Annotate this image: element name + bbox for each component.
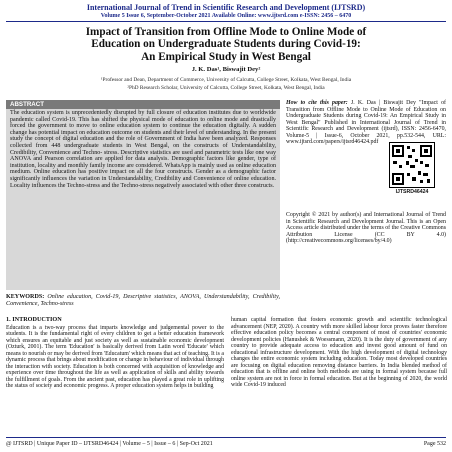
paper-id: IJTSRD46424 [395, 189, 429, 195]
title-line-3: An Empirical Study in West Bengal [141, 50, 311, 63]
copyright-block [286, 212, 446, 245]
footer-rule [6, 437, 446, 438]
title-line-1: Impact of Transition from Offline Mode to Online Mode of [85, 26, 367, 38]
introduction-text: Education is a two-way process that imparts knowledge and judgemental power to the students. It is the fundamental right of every children to get a better education framework which ensures an equitable and just society as well as sustainable economic development (Ozturk, 2001). The term 'Education' is basically derived from Latin word 'Educate' which means to nourish or may be derived from 'Educatum' which means that act of teaching. It is a dynamic process that brings about modification or change in behaviour of individual through the interaction with society. Education is both concerned with acquisition of knowledge and experience over time throughout the life as well as application of skills and ability towards the fulfillment of goals. From the ancient past, education has played a great role in uplifting the status of society and economic progress. A proper education system helps in building [6, 324, 224, 390]
affiliation-1: ¹Professor and Dean, Department of Commerce, University of Calcutta, College Street, Kolkata, West Bengal, India [100, 77, 352, 83]
journal-title: International Journal of Trend in Scientific Research and Development (IJTSRD) [86, 3, 366, 12]
right-column-text: human capital formation that fosters economic growth and scientific technological advancement (NEP, 2020). A country with more skilled labour force proves faster therefore effective education policy becomes a central component of most of countries' economic development policies (Hanushek & Woessmann, 2020). It is the duty of government of any country to provide adequate access to education and invest good amount of fund on educational infrastructure development. With the high development of digital technology changes the entire economic system including education. Today most developed countries are focusing on digital education removing distance barriers. In India blended method of education that is offline and online both methods are using in formal system because full online system are not in force in formal education. But at the beginning of 2020, the world wide Covid-19 induced [231, 317, 447, 389]
introduction-heading: 1. INTRODUCTION [6, 316, 62, 323]
keywords-text: Online education, Covid-19, Descriptive statistics, ANOVA, Understandability, Credibility, Convenience, Techno-stress [6, 294, 280, 307]
copyright-text: Copyright © 2021 by author(s) and International Journal of Trend in Scientific Research and Development Journal. This is an Open Access article distributed under the terms of the Creative Commons Attribution License (CC BY 4.0) (http://creativecommons.org/licenses/by/4.0) [286, 212, 446, 244]
page-footer [0, 439, 452, 451]
citation-label: How to cite this paper: [286, 100, 348, 106]
abstract-box [6, 100, 280, 290]
authors: J. K. Das¹, Biswajit Dey² [191, 66, 261, 73]
paper-title [10, 26, 442, 63]
qr-code-icon [389, 142, 435, 188]
keywords-label: KEYWORDS: [6, 294, 45, 300]
journal-header [0, 0, 452, 20]
footer-left: @ IJTSRD | Unique Paper ID – IJTSRD46424 | Volume – 5 | Issue – 6 | Sep-Oct 2021 [6, 441, 213, 447]
keywords [6, 294, 280, 307]
footer-page-number: Page 532 [423, 441, 446, 447]
citation-text: J. K. Das | Biswajit Dey "Impact of Transition from Offline Mode to Online Mode of Education on Undergraduate Students during Covid-19: An Empirical Study in West Bengal" Published in International Journal of Trend in Scientific Research and Development (ijtsrd), ISSN: 2456-6470, Volume-5 | Issue-6, October 2021, pp.532-544, URL: www.ijtsrd.com/papers/ijtsrd46424.pdf [286, 100, 446, 145]
affiliation-2: ²PhD Research Scholar, University of Calcutta, College Street, Kolkata, West Bengal, India [127, 85, 325, 91]
citation-block [286, 100, 446, 146]
title-line-2: Education on Undergraduate Students during Covid-19: [91, 38, 361, 51]
header-rule [6, 21, 446, 22]
abstract-text: The education system is unprecedentedly disrupted by full closure of education institutes due to worldwide pandemic called Covid-19. This has shifted the physical mode of education to online mode and drastically forced the government to move to online education system to continue the education digitally. A sudden change has potential impact on education outcome on students and their level of understanding. In the present study the concept of digital education and the role of Government of India have been analyzed. Responses collected from 448 undergraduate students in West Bengal, on the constructs of Understandability, Credibility, Convenience and Techno- stress. Descriptive statistics are used and parametric tests like one way ANOVA and Pearson correlation are applied for data analysis. Demographic factors like gender, type of institution, locality and monthly family income are considered. WhatsApp is mainly used as online education medium. Online education has positive impact on all the four constructs. Gender as a demographic factor significantly influences the variation in Understandability, Credibility and Convenience of online education. Locality influences the Techno-stress and the Techno-stress negatively associated with other three constructs. [10, 110, 276, 189]
qr-code-block [382, 142, 442, 195]
abstract-heading: ABSTRACT [6, 100, 280, 109]
introduction-column [6, 317, 224, 390]
journal-issue-info: Volume 5 Issue 6, September-October 2021 Available Online: www.ijtsrd.com e-ISSN: 2456 – 6470 [100, 13, 352, 19]
